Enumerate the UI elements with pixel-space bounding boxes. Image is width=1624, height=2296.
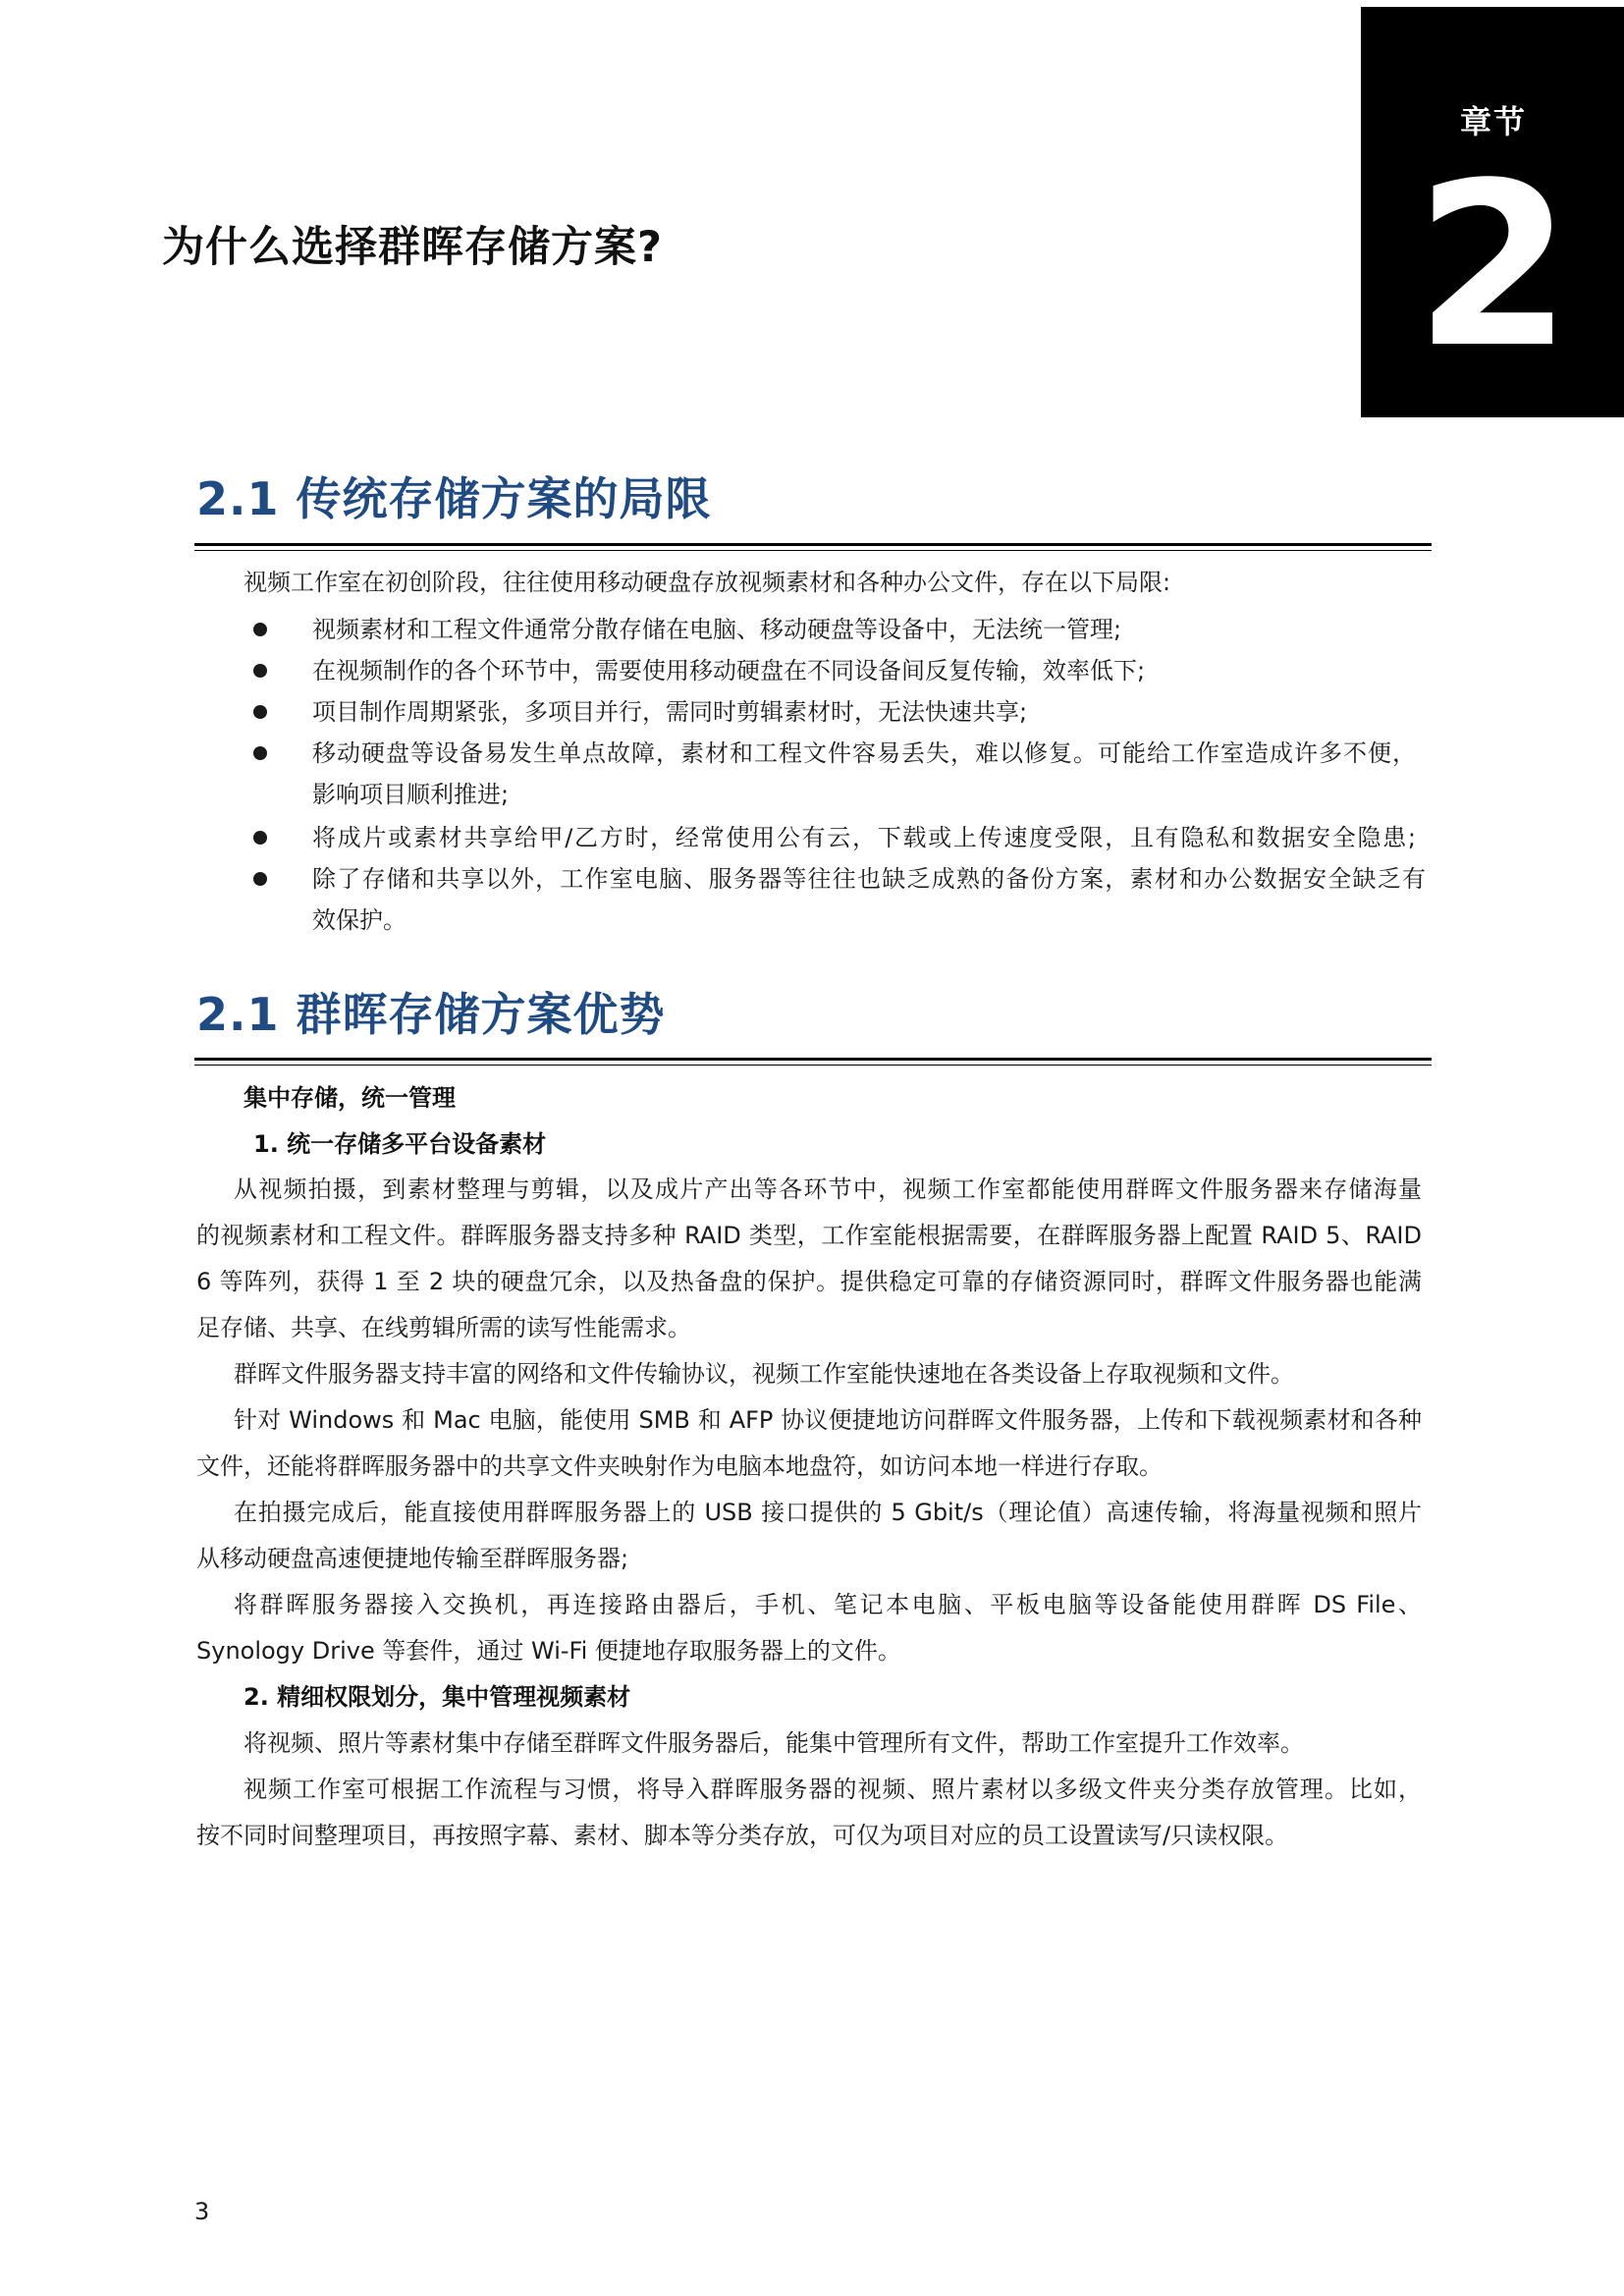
- chapter-number: 2: [1414, 136, 1573, 398]
- group-heading: 集中存储，统一管理: [244, 1084, 456, 1112]
- section-heading-limitations: 2.1 传统存储方案的局限: [196, 472, 712, 525]
- page-title: 为什么选择群晖存储方案?: [162, 223, 663, 272]
- section-heading-advantages: 2.1 群晖存储方案优势: [196, 988, 666, 1041]
- bullet-icon: [253, 746, 267, 760]
- list-item-text: 除了存储和共享以外，工作室电脑、服务器等往往也缺乏成熟的备份方案，素材和办公数据安全缺乏有: [312, 865, 1426, 893]
- paragraph-line: 按不同时间整理项目，再按照字幕、素材、脚本等分类存放，可仅为项目对应的员工设置读写/只读权限。: [196, 1822, 1289, 1849]
- bullet-icon: [253, 705, 267, 719]
- paragraph-line: 文件，还能将群晖服务器中的共享文件夹映射作为电脑本地盘符，如访问本地一样进行存取。: [196, 1452, 1163, 1480]
- section-rule: [194, 1058, 1432, 1066]
- bullet-icon: [253, 664, 267, 678]
- list-item-text: 将成片或素材共享给甲/乙方时，经常使用公有云，下载或上传速度受限，且有隐私和数据安全隐患;: [312, 824, 1416, 851]
- chapter-badge: [1361, 7, 1624, 417]
- list-item-text: 移动硬盘等设备易发生单点故障，素材和工程文件容易丢失，难以修复。可能给工作室造成许多不便，: [312, 739, 1416, 767]
- paragraph-line: 在拍摄完成后，能直接使用群晖服务器上的 USB 接口提供的 5 Gbit/s（理论值）高速传输，将海量视频和照片: [234, 1499, 1422, 1526]
- bullet-icon: [253, 623, 267, 636]
- list-item-text-continued: 影响项目顺利推进;: [312, 781, 510, 808]
- chapter-label: 章节: [1459, 103, 1527, 140]
- paragraph-line: 针对 Windows 和 Mac 电脑，能使用 SMB 和 AFP 协议便捷地访问群晖文件服务器，上传和下载视频素材和各种: [234, 1406, 1422, 1434]
- page-number: 3: [194, 2198, 210, 2225]
- list-item-text: 视频素材和工程文件通常分散存储在电脑、移动硬盘等设备中，无法统一管理;: [312, 616, 1122, 643]
- subsection-heading: 2. 精细权限划分，集中管理视频素材: [244, 1683, 631, 1711]
- bullet-icon: [253, 831, 267, 845]
- section-rule: [194, 543, 1432, 551]
- paragraph: 群晖文件服务器支持丰富的网络和文件传输协议，视频工作室能快速地在各类设备上存取视频和文件。: [234, 1360, 1294, 1388]
- section-intro: 视频工作室在初创阶段，往往使用移动硬盘存放视频素材和各种办公文件，存在以下局限:: [244, 569, 1171, 596]
- list-item-text-continued: 效保护。: [312, 906, 406, 934]
- paragraph-line: 从移动硬盘高速便捷地传输至群晖服务器;: [196, 1545, 629, 1572]
- bullet-icon: [253, 872, 267, 886]
- list-item-text: 项目制作周期紧张，多项目并行，需同时剪辑素材时，无法快速共享;: [312, 698, 1028, 726]
- paragraph-line: 视频工作室可根据工作流程与习惯，将导入群晖服务器的视频、照片素材以多级文件夹分类存放管理。比如，: [244, 1776, 1422, 1803]
- paragraph-line: 将群晖服务器接入交换机，再连接路由器后，手机、笔记本电脑、平板电脑等设备能使用群晖 DS File、: [234, 1591, 1422, 1618]
- list-item-text: 在视频制作的各个环节中，需要使用移动硬盘在不同设备间反复传输，效率低下;: [312, 657, 1146, 684]
- paragraph-line: 足存储、共享、在线剪辑所需的读写性能需求。: [196, 1314, 691, 1341]
- paragraph: 将视频、照片等素材集中存储至群晖文件服务器后，能集中管理所有文件，帮助工作室提升工作效率。: [244, 1729, 1304, 1757]
- subsection-heading: 1. 统一存储多平台设备素材: [253, 1130, 547, 1158]
- paragraph-line: 的视频素材和工程文件。群晖服务器支持多种 RAID 类型，工作室能根据需要，在群晖服务器上配置 RAID 5、RAID: [196, 1222, 1422, 1249]
- paragraph-line: 6 等阵列，获得 1 至 2 块的硬盘冗余，以及热备盘的保护。提供稳定可靠的存储资源同时，群晖文件服务器也能满: [196, 1268, 1422, 1295]
- paragraph-line: Synology Drive 等套件，通过 Wi-Fi 便捷地存取服务器上的文件。: [196, 1637, 901, 1665]
- paragraph-line: 从视频拍摄，到素材整理与剪辑，以及成片产出等各环节中，视频工作室都能使用群晖文件服务器来存储海量: [234, 1175, 1422, 1203]
